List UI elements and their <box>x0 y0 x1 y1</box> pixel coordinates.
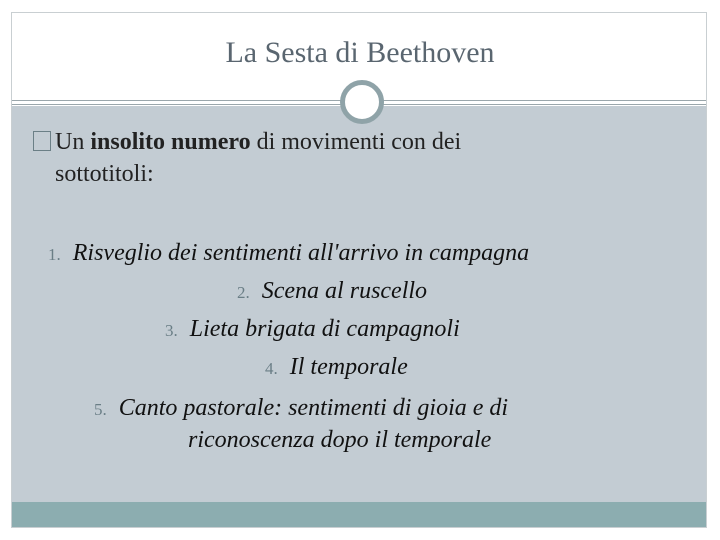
slide-title: La Sesta di Beethoven <box>225 36 495 69</box>
list-number: 4. <box>265 359 278 378</box>
list-text: Lieta brigata di campagnoli <box>189 316 460 342</box>
bullet-bold: insolito numero <box>90 129 251 155</box>
bullet-suffix: di movimenti con dei <box>250 129 462 155</box>
bullet-continuation: sottotitoli: <box>55 161 154 187</box>
list-number: 2. <box>237 283 250 302</box>
footer-band <box>12 502 706 527</box>
list-text: Scena al ruscello <box>261 278 428 304</box>
list-item <box>237 276 427 308</box>
bullet-paragraph <box>33 126 633 190</box>
list-text: Canto pastorale: sentimenti di gioia e di <box>118 395 509 421</box>
list-item <box>48 238 529 270</box>
bullet-prefix: Un <box>55 129 91 155</box>
list-number: 5. <box>94 400 107 419</box>
bullet-box-icon <box>33 131 51 151</box>
list-text: riconoscenza dopo il temporale <box>188 427 492 453</box>
list-text: Risveglio dei sentimenti all'arrivo in campagna <box>72 240 530 266</box>
ring-ornament-icon <box>340 80 384 124</box>
list-item <box>165 314 460 346</box>
list-item-continuation <box>188 425 491 455</box>
list-number: 1. <box>48 245 61 264</box>
list-number: 3. <box>165 321 178 340</box>
list-item <box>94 393 508 425</box>
list-text: Il temporale <box>289 354 408 380</box>
list-item <box>265 352 408 384</box>
